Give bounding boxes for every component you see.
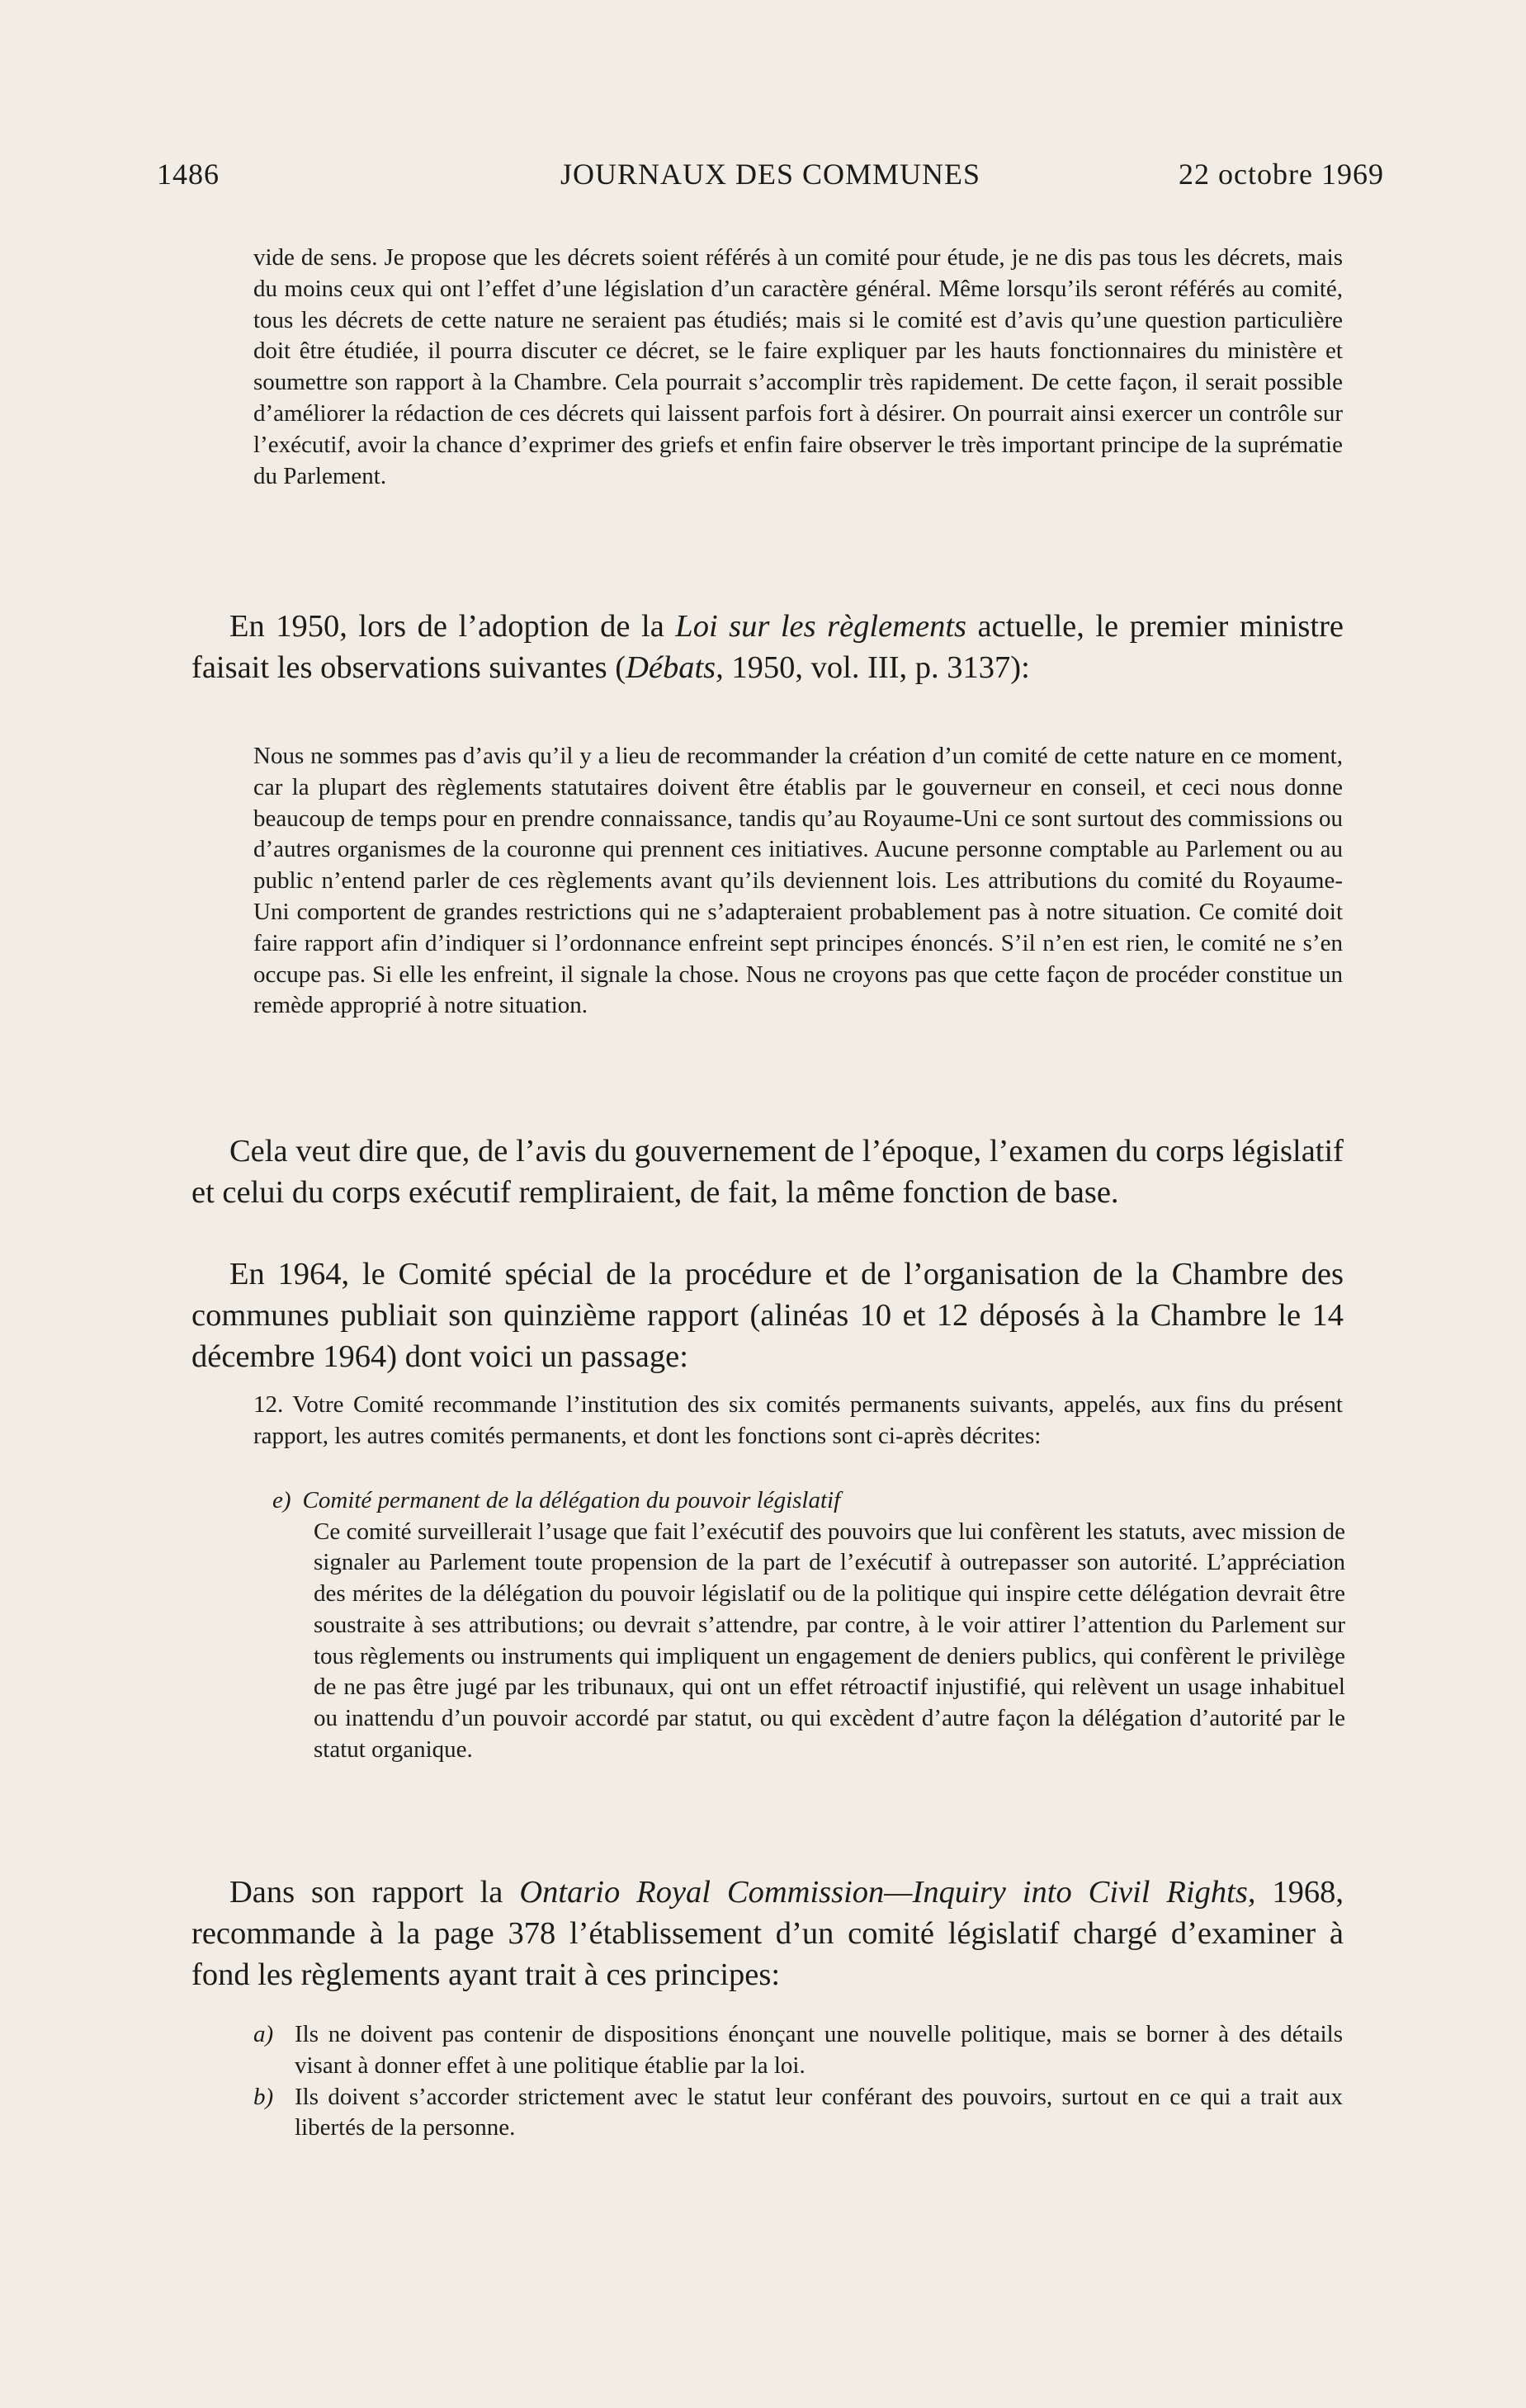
paragraph-1: En 1950, lors de l’adoption de la Loi sur les règlements actuelle, le premier ministre faisait les observations suivantes (Débats, 1950, vol. III, p. 3137): [191,609,1344,685]
page-date: 22 octobre 1969 [1179,158,1384,191]
quote-block-3-item-e [272,1485,1345,1765]
principles-list [253,2019,1343,2144]
item-label: e) [272,1487,291,1513]
paragraph-3: En 1964, le Comité spécial de la procédure et de l’organisation de la Chambre des communes publiait son quinzième rapport (alinéas 10 et 12 déposés à la Chambre le 14 décembre 1964) dont voici un passage: [191,1257,1344,1374]
list-item: a) Ils ne doivent pas contenir de dispositions énonçant une nouvelle politique, mais se borner à des détails visant à donner effet à une politique établie par la loi. [253,2021,1343,2079]
item-text: Ce comité surveillerait l’usage que fait l’exécutif des pouvoirs que lui confèrent les statuts, avec mission de signaler au Parlement toute propension de la part de l’exécutif à outrepasser son autorité. L’appréciation des mérites de la délégation du pouvoir législatif ou de la politique qui inspire cette délégation devrait être soustraite à ses attributions; ou devrait s’attendre, par contre, à le voir attirer l’attention du Parlement sur tous règlements ou instruments qui impliquent un engagement de deniers publics, qui confèrent le privilège de ne pas être jugé par les tribunaux, qui ont un effet rétroactif injustifié, qui relèvent un usage inhabituel ou inattendu d’un pouvoir accordé par statut, ou qui excèdent d’autre façon la délégation d’autorité par le statut organique. [314,1518,1345,1763]
quote-block-1: vide de sens. Je propose que les décrets soient référés à un comité pour étude, je ne dis pas tous les décrets, mais du moins ceux qui ont l’effet d’une législation d’un caractère général. Même lorsqu’ils seront référés au comité, tous les décrets de cette nature ne seraient pas étudiés; mais si le comité est d’avis qu’une question particulière doit être étudiée, il pourra discuter ce décret, se le faire expliquer par les hauts fonctionnaires du ministère et soumettre son rapport à la Chambre. Cela pourrait s’accomplir très rapidement. De cette façon, il serait possible d’améliorer la rédaction de ces décrets qui laissent parfois fort à désirer. On pourrait ainsi exercer un contrôle sur l’exécutif, avoir la chance d’exprimer des griefs et enfin faire observer le très important principe de la suprématie du Parlement. [253,244,1343,489]
page-number: 1486 [157,158,220,191]
quote-block-2: Nous ne sommes pas d’avis qu’il y a lieu de recommander la création d’un comité de cette nature en ce moment, car la plupart des règlements statutaires doivent être établis par le gouverneur en conseil, et ceci nous donne beaucoup de temps pour en prendre connaissance, tandis qu’au Royaume-Uni ce sont surtout des commissions ou d’autres organismes de la couronne qui prennent ces initiatives. Aucune personne comptable au Parlement ou au public n’entend parler de ces règlements avant qu’ils deviennent lois. Les attributions du comité du Royaume-Uni comportent de grandes restrictions qui ne s’adapteraient probablement pas à notre situation. Ce comité doit faire rapport afin d’indiquer si l’ordonnance enfreint sept principes énoncés. S’il n’en est rien, le comité ne s’en occupe pas. Si elle les enfreint, il signale la chose. Nous ne croyons pas que cette façon de procéder constitue un remède approprié à notre situation. [253,743,1343,1019]
page-header [157,157,1384,193]
item-title: Comité permanent de la délégation du pouvoir législatif [302,1487,841,1513]
paragraph-4: Dans son rapport la Ontario Royal Commission—Inquiry into Civil Rights, 1968, recommande à la page 378 l’établissement d’un comité législatif chargé d’examiner à fond les règlements ayant trait à ces principes: [191,1875,1344,1992]
quote-block-3-intro: 12. Votre Comité recommande l’institution des six comités permanents suivants, appelés, aux fins du présent rapport, les autres comités permanents, et dont les fonctions sont ci-après décrites: [253,1391,1343,1449]
list-item: b) Ils doivent s’accorder strictement avec le statut leur conférant des pouvoirs, surtout en ce qui a trait aux libertés de la personne. [253,2083,1343,2141]
journal-title: JOURNAUX DES COMMUNES [560,158,981,191]
paragraph-2: Cela veut dire que, de l’avis du gouvernement de l’époque, l’examen du corps législatif et celui du corps exécutif rempliraient, de fait, la même fonction de base. [191,1134,1344,1210]
